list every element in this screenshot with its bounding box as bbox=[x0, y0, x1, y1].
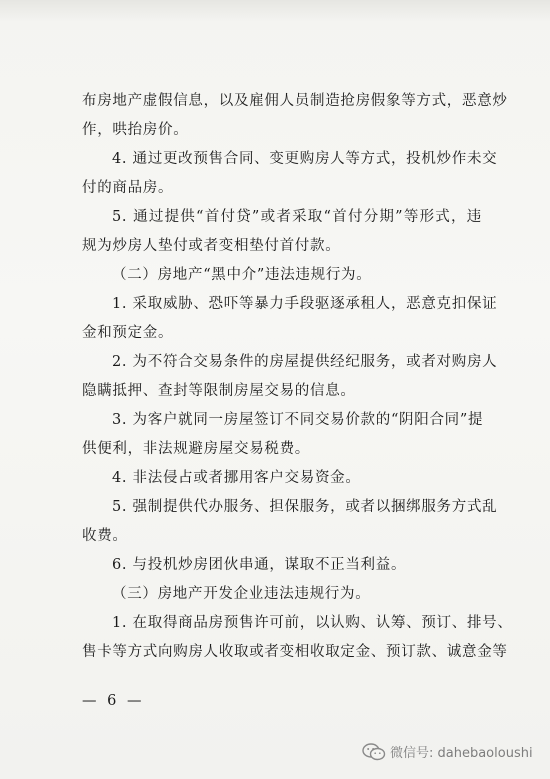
text-line: 1. 在取得商品房预售许可前，以认购、认筹、预订、排号、 bbox=[112, 615, 513, 631]
text-line: 1. 采取威胁、恐吓等暴力手段驱逐承租人，恶意克扣保证 bbox=[112, 296, 498, 312]
text-line: 供便利，非法规避房屋交易税费。 bbox=[82, 441, 310, 457]
text-line: 2. 为不符合交易条件的房屋提供经纪服务，或者对购房人 bbox=[112, 354, 498, 370]
wechat-icon bbox=[362, 743, 386, 761]
text-line: 金和预定金。 bbox=[82, 325, 174, 341]
body-text bbox=[82, 87, 513, 667]
text-line: 6. 与投机炒房团伙串通，谋取不正当利益。 bbox=[112, 557, 407, 573]
text-line: 布房地产虚假信息，以及雇佣人员制造抢房假象等方式，恶意炒 bbox=[82, 93, 508, 109]
watermark-text: 微信号: dahebaoloushi bbox=[390, 746, 533, 761]
text-line: 5. 强制提供代办服务、担保服务，或者以捆绑服务方式乱 bbox=[112, 499, 498, 515]
text-line: 收费。 bbox=[82, 528, 128, 544]
text-line: 售卡等方式向购房人收取或者变相收取定金、预订款、诚意金等 bbox=[82, 644, 508, 660]
text-line: 隐瞒抵押、查封等限制房屋交易的信息。 bbox=[82, 383, 356, 399]
text-line: 4. 通过更改预售合同、变更购房人等方式，投机炒作未交 bbox=[112, 151, 498, 167]
text-line: 5. 通过提供“首付贷”或者采取“首付分期”等形式，违 bbox=[112, 209, 482, 225]
wechat-watermark bbox=[362, 742, 533, 761]
text-line: 规为炒房人垫付或者变相垫付首付款。 bbox=[82, 238, 341, 254]
text-line: 作，哄抬房价。 bbox=[82, 122, 189, 138]
text-line: 3. 为客户就同一房屋签订不同交易价款的“阴阳合同”提 bbox=[112, 412, 484, 428]
section-heading: （三）房地产开发企业违法违规行为。 bbox=[112, 586, 371, 602]
text-line: 4. 非法侵占或者挪用客户交易资金。 bbox=[112, 470, 361, 486]
text-line: 付的商品房。 bbox=[82, 180, 174, 196]
section-heading: （二）房地产“黑中介”违法违规行为。 bbox=[112, 267, 372, 283]
page-fold-shadow bbox=[0, 0, 550, 22]
page-number: — 6 — bbox=[82, 693, 145, 709]
